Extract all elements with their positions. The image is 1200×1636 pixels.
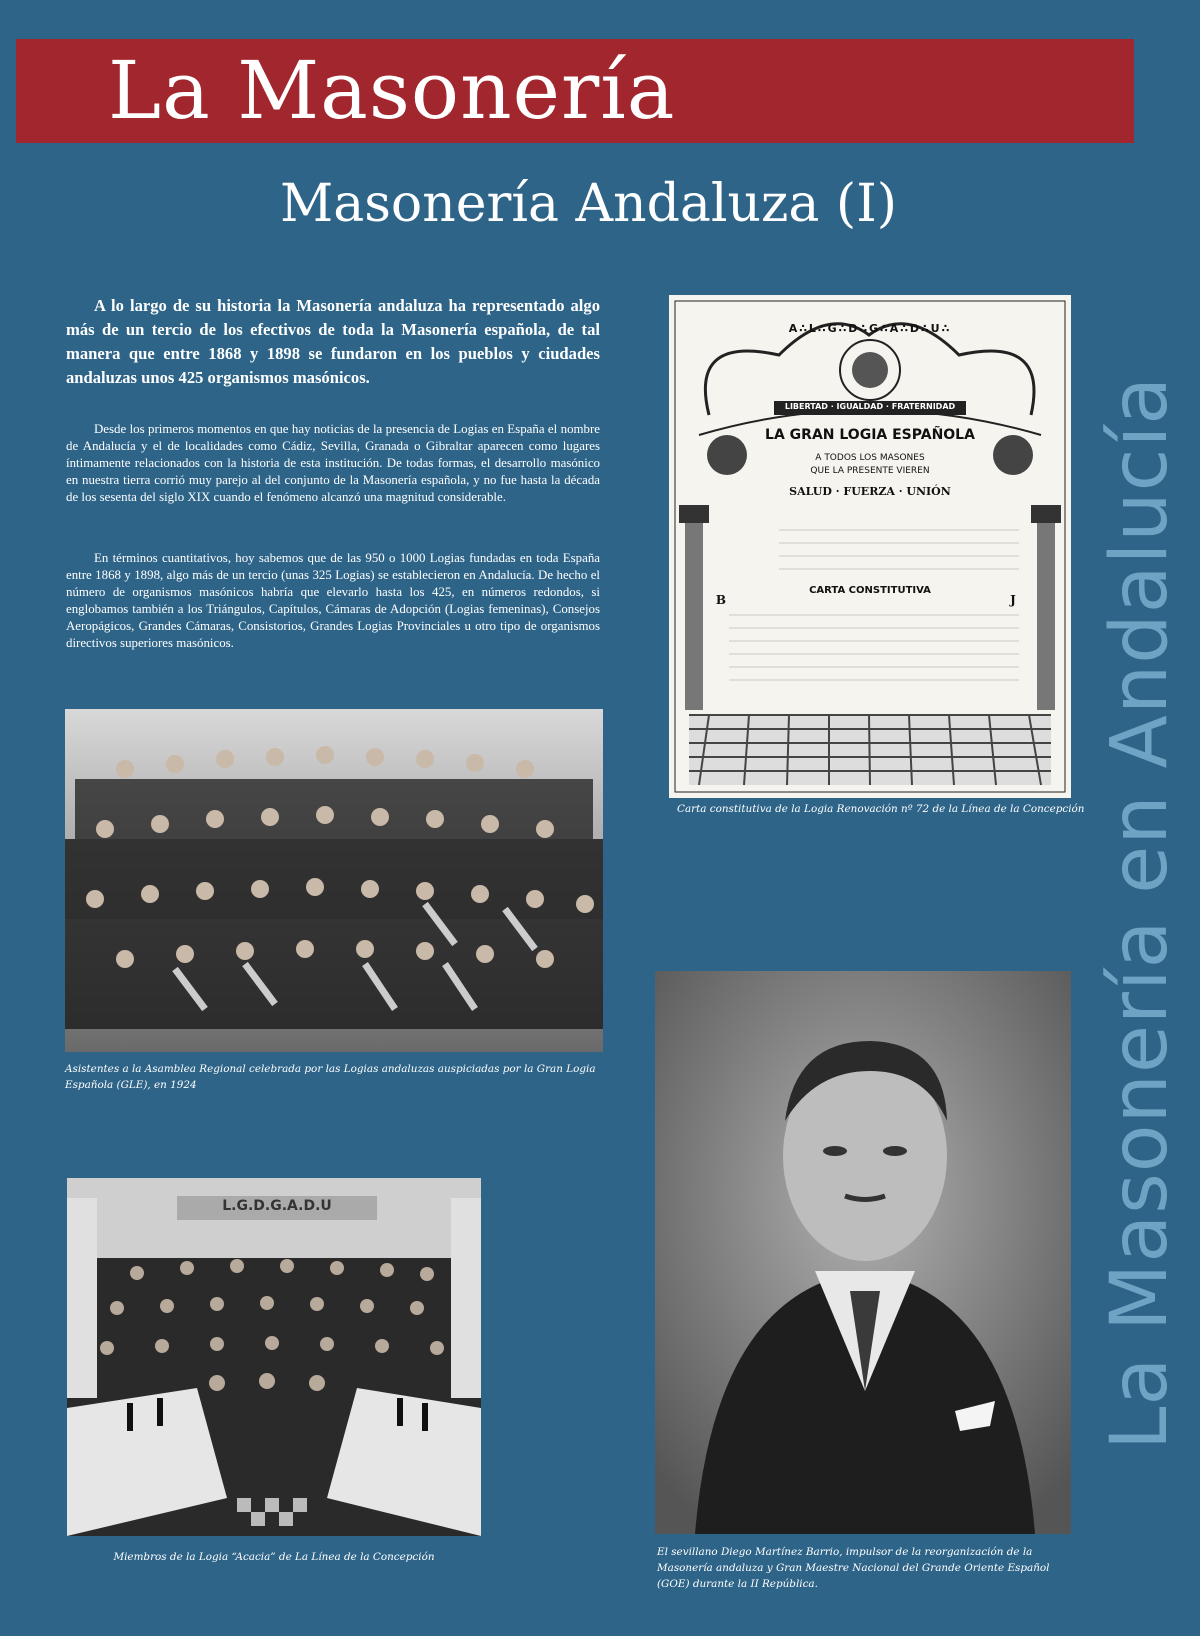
cert-pillar-b: B [715, 593, 727, 607]
cert-motto: A∴L∴G∴D∴G∴A∴D∴U∴ [788, 322, 952, 335]
lead-paragraph: A lo largo de su historia la Masonería andaluza ha representado algo más de un tercio de los efectivos de toda la Masonería española, de tal manera que entre 1868 y 1898 se fundaron en los pueblos y ciudades andaluzas unos 425 organismos masónicos. [66, 296, 600, 387]
vertical-side-title: La Masonería en Andalucía [1095, 375, 1185, 1450]
portrait-art [655, 971, 1071, 1534]
acacia-lodge-photo [67, 1178, 481, 1536]
body-paragraph-2: En términos cuantitativos, hoy sabemos que de las 950 o 1000 Logias fundadas en toda España entre 1868 y 1898, algo más de un tercio (unas 325 Logias) se establecieron en Andalucía. De hecho el número de organismos masónicos habría que elevarlo hasta los 425, en números redondos, si englobamos también a los Triángulos, Capítulos, Cámaras de Adopción (Logias femeninas), Consejos Aeropágicos, Grandes Cámaras, Consistorios, Grandes Logias Provinciales u otro tipo de organismos directivos superiores masónicos. [66, 551, 600, 650]
cert-heading: LA GRAN LOGIA ESPAÑOLA [765, 427, 975, 443]
portrait-photo [655, 971, 1071, 1534]
acacia-banner-text: L.G.D.G.A.D.U [222, 1198, 332, 1214]
cert-salute: SALUD · FUERZA · UNIÓN [789, 485, 951, 498]
assembly-photo-art [65, 709, 603, 1052]
certificate-caption: Carta constitutiva de la Logia Renovación nº 72 de la Línea de la Concepción [677, 803, 1085, 815]
acacia-caption: Miembros de la Logia “Acacia” de La Línea de la Concepción [113, 1551, 435, 1563]
certificate-image [669, 295, 1071, 798]
body-paragraph-1: Desde los primeros momentos en que hay noticias de la presencia de Logias en España el nombre de Andalucía y el de localidades como Cádiz, Sevilla, Granada o Gibraltar aparecen como lugares íntimamente relacionados con la historia de esta institución. De todas formas, el desarrollo masónico en nuestra tierra corrió muy parejo al del conjunto de la Masonería española, y no fue hasta la década de los sesenta del siglo XIX cuando el fenómeno alcanzó una magnitud considerable. [66, 422, 600, 504]
cert-ribbon: LIBERTAD · IGUALDAD · FRATERNIDAD [784, 402, 956, 411]
page-subtitle: Masonería Andaluza (I) [280, 174, 898, 234]
assembly-photo [65, 709, 603, 1052]
page-title: La Masonería [108, 44, 676, 137]
certificate-artwork [669, 295, 1071, 798]
cert-line-2: QUE LA PRESENTE VIEREN [810, 466, 930, 476]
assembly-caption: Asistentes a la Asamblea Regional celebrada por las Logias andaluzas auspiciadas por la Gran Logia Española (GLE), en 1924 [65, 1063, 596, 1091]
portrait-caption: El sevillano Diego Martínez Barrio, impulsor de la reorganización de la Masonería andaluza y Gran Maestre Nacional del Grande Oriente Español (GOE) durante la II República. [657, 1546, 1050, 1590]
cert-line-1: A TODOS LOS MASONES [815, 453, 925, 463]
cert-pillar-j: J [1010, 593, 1016, 607]
cert-doc-title: CARTA CONSTITUTIVA [809, 585, 931, 596]
checkered-floor [689, 715, 1051, 785]
acacia-photo-art [67, 1178, 481, 1536]
